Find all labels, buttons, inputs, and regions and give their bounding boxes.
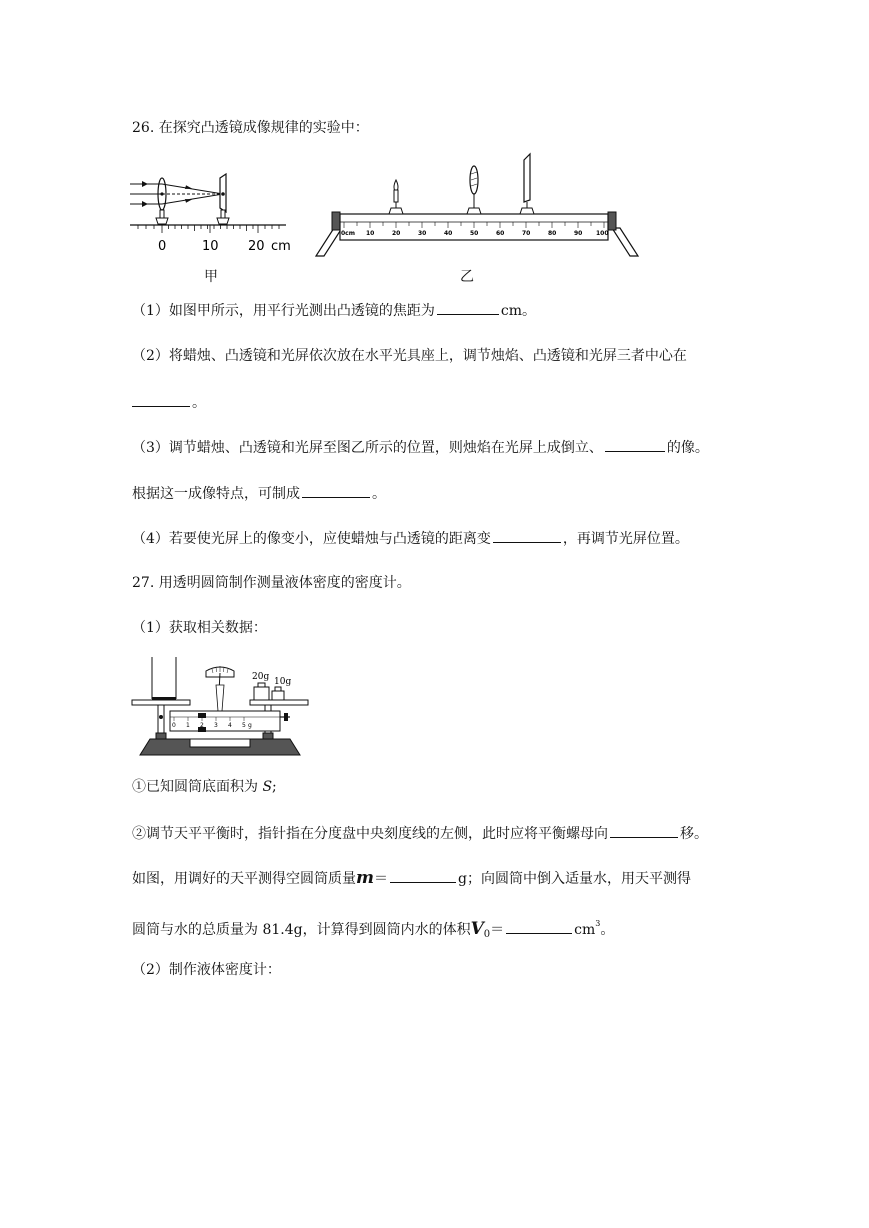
q26-part3-text2: 根据这一成像特点，可制成 xyxy=(132,486,300,502)
q26-part4-end: ，再调节光屏位置。 xyxy=(562,531,689,547)
q27-item3-end: g；向圆筒中倒入适量水，用天平测得 xyxy=(458,871,691,887)
unit-cm: cm xyxy=(574,922,596,938)
unit-cm-superscript: 3 xyxy=(595,919,601,928)
q27-item2 xyxy=(132,823,708,844)
q26-part2-cont xyxy=(132,392,206,413)
q26-part3-cont xyxy=(132,483,386,504)
scale-3: 3 xyxy=(214,722,218,729)
figure-balance xyxy=(130,655,310,760)
q27-item2-end: 移。 xyxy=(680,826,708,842)
yi-tick-40: 40 xyxy=(444,230,453,237)
var-m: m xyxy=(356,868,374,888)
yi-tick-90: 90 xyxy=(574,230,583,237)
equals-sign-2: ＝ xyxy=(490,922,505,938)
jia-tick-10: 10 xyxy=(202,239,219,254)
figure-jia-label: 甲 xyxy=(204,269,218,285)
q27-item4-end: 。 xyxy=(600,922,615,938)
weight-20g: 20g xyxy=(252,672,270,682)
q26-part1-unit: cm。 xyxy=(500,303,537,319)
q26-part3 xyxy=(132,437,709,458)
scale-0: 0 xyxy=(172,722,176,729)
q27-section2: （2）制作液体密度计： xyxy=(132,962,281,978)
yi-tick-0: 0cm xyxy=(341,230,355,237)
yi-tick-50: 50 xyxy=(470,230,479,237)
q26-part1-text: （1）如图甲所示，用平行光测出凸透镜的焦距为 xyxy=(132,303,435,319)
answer-blank-focal-length[interactable] xyxy=(437,300,499,315)
q27-section1: （1）获取相关数据： xyxy=(132,620,267,636)
yi-tick-30: 30 xyxy=(418,230,427,237)
figure-yi-label: 乙 xyxy=(460,269,474,285)
answer-blank-mass[interactable] xyxy=(390,868,456,883)
q26-part1 xyxy=(132,300,536,321)
yi-tick-100: 100 xyxy=(596,230,609,237)
jia-tick-0: 0 xyxy=(158,239,167,254)
yi-tick-60: 60 xyxy=(496,230,505,237)
answer-blank-same-height[interactable] xyxy=(132,392,190,407)
answer-blank-volume[interactable] xyxy=(506,919,572,934)
var-v0-subscript: 0 xyxy=(483,929,491,940)
jia-unit: cm xyxy=(271,239,291,254)
q27-item1-text: ①已知圆筒底面积为 xyxy=(132,779,263,795)
scale-5: 5 xyxy=(242,722,246,729)
scale-g: g xyxy=(248,722,252,729)
answer-blank-distance[interactable] xyxy=(493,528,561,543)
figure-jia xyxy=(128,170,298,255)
scale-4: 4 xyxy=(228,722,232,729)
light-screen xyxy=(520,154,534,214)
answer-blank-device[interactable] xyxy=(302,483,370,498)
answer-blank-image-type[interactable] xyxy=(605,437,665,452)
q27-item1 xyxy=(132,777,277,797)
yi-tick-10: 10 xyxy=(366,230,375,237)
q27-item4 xyxy=(132,914,614,945)
convex-lens xyxy=(467,166,481,214)
q26-part3-end: 的像。 xyxy=(666,440,709,456)
figure-yi xyxy=(312,150,642,262)
equals-sign: ＝ xyxy=(374,871,388,887)
candle xyxy=(389,180,403,214)
q26-part2 xyxy=(132,346,687,366)
q27-item3 xyxy=(132,868,691,889)
q26-part4 xyxy=(132,528,689,549)
yi-tick-70: 70 xyxy=(522,230,531,237)
q26-part3-text: （3）调节蜡烛、凸透镜和光屏至图乙所示的位置，则烛焰在光屏上成倒立、 xyxy=(132,440,603,456)
q26-part3-end2: 。 xyxy=(372,486,386,502)
scale-2: 2 xyxy=(200,722,204,729)
scale-1: 1 xyxy=(186,722,190,729)
q27-item3-text: 如图，用调好的天平测得空圆筒质量 xyxy=(132,871,356,887)
q27-item2-text: ②调节天平平衡时，指针指在分度盘中央刻度线的左侧，此时应将平衡螺母向 xyxy=(132,826,608,842)
q26-part2-text: （2）将蜡烛、凸透镜和光屏依次放在水平光具座上，调节烛焰、凸透镜和光屏三者中心在 xyxy=(132,348,687,364)
q26-heading: 26. 在探究凸透镜成像规律的实验中： xyxy=(132,120,369,136)
q26-part4-text: （4）若要使光屏上的像变小，应使蜡烛与凸透镜的距离变 xyxy=(132,531,491,547)
q27-item4-text: 圆筒与水的总质量为 81.4g，计算得到圆筒内水的体积 xyxy=(132,922,471,938)
var-v0: V xyxy=(470,919,484,939)
yi-tick-80: 80 xyxy=(548,230,557,237)
q27-item1-end: ; xyxy=(272,779,277,795)
var-s: S xyxy=(262,779,273,795)
answer-blank-direction[interactable] xyxy=(610,823,678,838)
weight-10g: 10g xyxy=(274,677,292,687)
yi-tick-20: 20 xyxy=(392,230,401,237)
q26-part2-end: 。 xyxy=(192,395,206,411)
q27-heading: 27. 用透明圆筒制作测量液体密度的密度计。 xyxy=(132,575,411,591)
jia-tick-20: 20 xyxy=(248,239,265,254)
